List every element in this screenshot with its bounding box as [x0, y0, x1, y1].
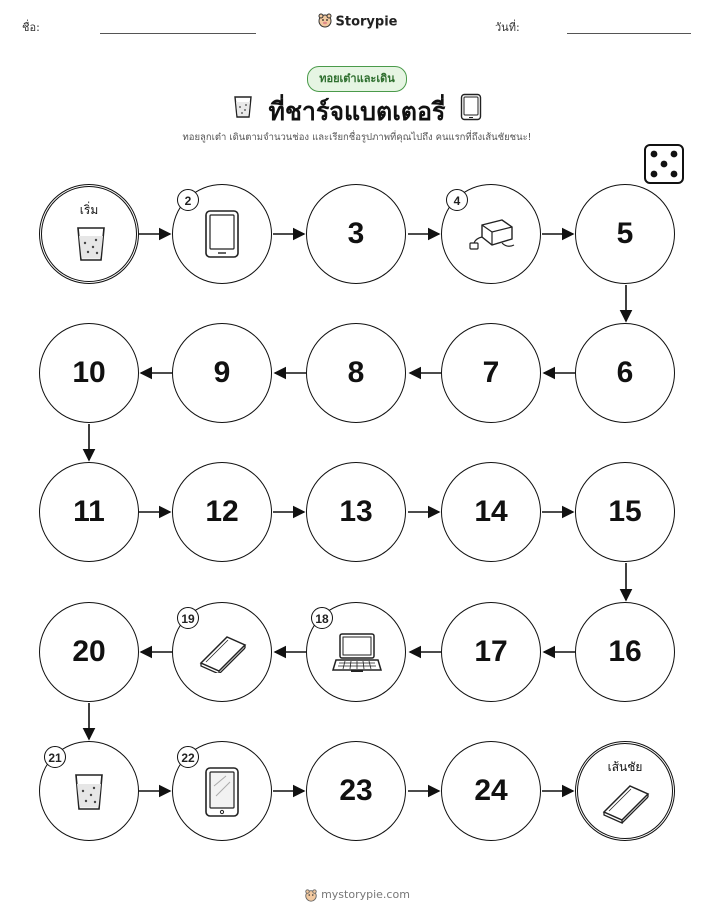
cell-number-badge: 22 — [177, 746, 199, 768]
cell-number-badge: 21 — [44, 746, 66, 768]
tablet-icon — [204, 766, 240, 818]
board-cell — [172, 462, 272, 562]
board-cell — [306, 602, 406, 702]
cell-number: 6 — [616, 356, 634, 389]
cell-number: 20 — [72, 635, 106, 668]
cell-number-badge: 2 — [177, 189, 199, 211]
instructions: ทอยลูกเต๋า เดินตามจำนวนช่อง และเรียกชื่อรูปภาพที่คุณไปถึง คนแรกที่ถึงเส้นชัยชนะ! — [182, 132, 532, 143]
cell-number: 7 — [482, 356, 500, 389]
board-cell — [39, 741, 139, 841]
board-cell — [172, 184, 272, 284]
cell-number: 11 — [73, 495, 105, 528]
storypie-logo-icon — [304, 888, 318, 902]
board-cell — [575, 323, 675, 423]
cell-number-badge: 4 — [446, 189, 468, 211]
board-cell — [39, 462, 139, 562]
finish-label: เส้นชัย — [607, 760, 643, 774]
game-tag: ทอยเต๋าและเดิน — [307, 66, 407, 92]
finish-cell — [575, 741, 675, 841]
board-cell — [441, 602, 541, 702]
footer-url[interactable]: mystorypie.com — [321, 888, 410, 901]
cell-number: 15 — [608, 495, 642, 528]
cell-number: 5 — [616, 217, 634, 250]
book-icon — [199, 635, 247, 673]
cell-number: 3 — [347, 217, 365, 250]
cell-number: 10 — [72, 356, 106, 389]
date-label: วันที่: — [495, 21, 520, 34]
cell-number-badge: 18 — [311, 607, 333, 629]
board-cell — [441, 741, 541, 841]
tablet-icon — [204, 209, 240, 259]
board-cell — [441, 462, 541, 562]
brand-name: Storypie — [335, 14, 398, 30]
cell-number: 12 — [205, 495, 239, 528]
cell-number: 13 — [339, 495, 373, 528]
start-label: เริ่ม — [79, 203, 99, 217]
cell-number: 8 — [347, 356, 365, 389]
cell-number: 24 — [474, 774, 508, 807]
board-cell — [39, 323, 139, 423]
board-cell — [39, 602, 139, 702]
board-cell — [575, 462, 675, 562]
cell-number: 16 — [608, 635, 642, 668]
cell-number: 23 — [339, 774, 373, 807]
book-icon — [602, 784, 650, 824]
start-cell — [39, 184, 139, 284]
water-glass-icon — [73, 772, 105, 812]
board-cell — [575, 602, 675, 702]
board-cell — [306, 323, 406, 423]
cell-number: 17 — [474, 635, 508, 668]
cell-number: 14 — [474, 495, 508, 528]
water-glass-icon — [75, 225, 107, 263]
board-cell — [172, 323, 272, 423]
cell-number: 9 — [213, 356, 231, 389]
name-label: ชื่อ: — [22, 21, 40, 34]
board-cell — [172, 741, 272, 841]
footer — [0, 888, 714, 902]
board-cell — [441, 323, 541, 423]
board-cell — [306, 741, 406, 841]
battery-charger-icon — [468, 217, 518, 253]
board-cell — [306, 184, 406, 284]
laptop-icon — [331, 631, 383, 675]
board-cell — [441, 184, 541, 284]
board-cell — [172, 602, 272, 702]
board-cell — [575, 184, 675, 284]
board-cell — [306, 462, 406, 562]
cell-number-badge: 19 — [177, 607, 199, 629]
page-title: ที่ชาร์จแบตเตอรี่ — [268, 97, 446, 126]
